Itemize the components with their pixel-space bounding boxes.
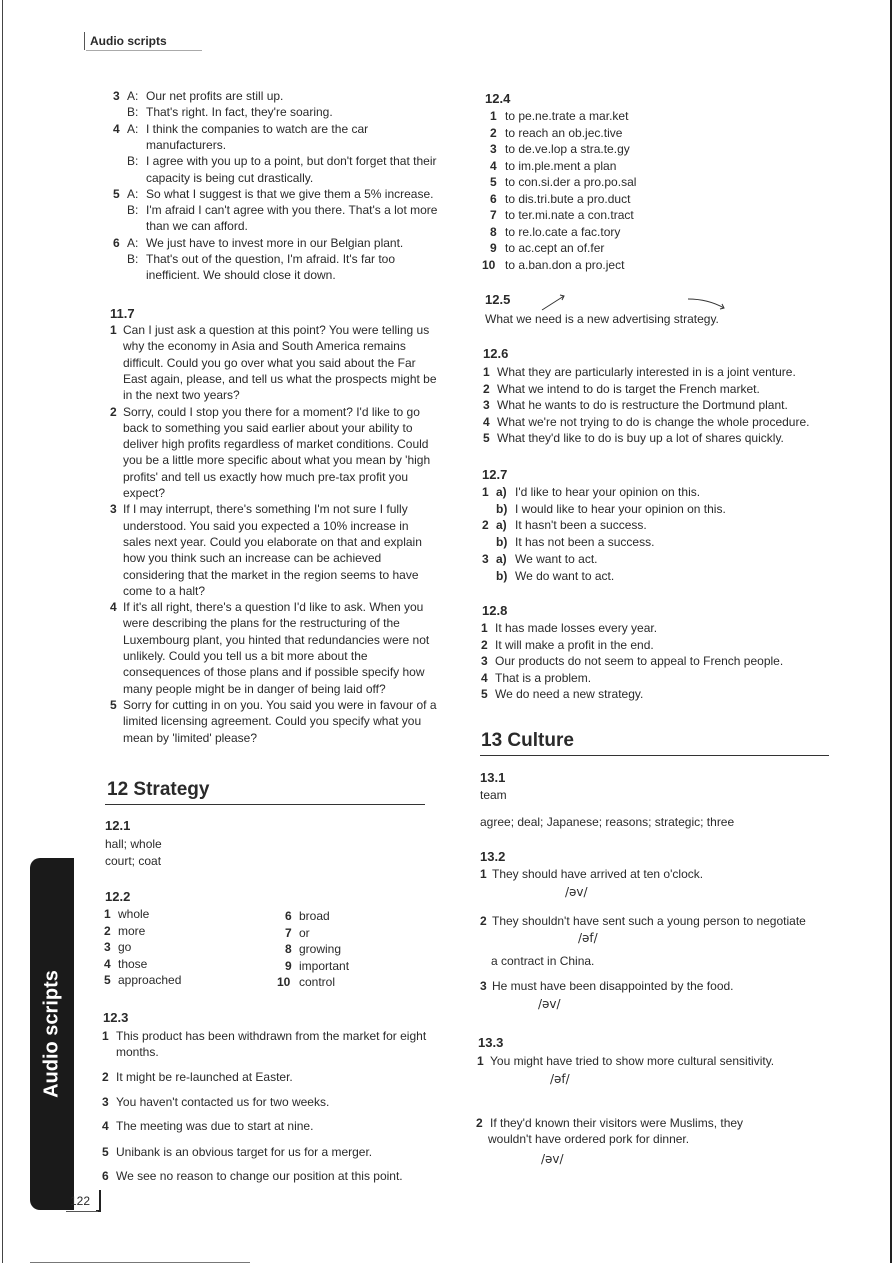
section-heading-12-1: 12.1	[105, 818, 131, 833]
item-number: 1	[102, 1029, 109, 1043]
list-item-text: What we intend to do is target the French market.	[497, 381, 760, 396]
speaker-label: B:	[127, 252, 139, 266]
list-item-text: unlikely. Could you tell us a bit more about the	[123, 649, 368, 663]
line-13-1-b: agree; deal; Japanese; reasons; strategic; three	[480, 815, 735, 829]
list-item-text: were describing the plans for the restructuring of the	[123, 616, 400, 631]
stress-item: to im.ple.ment a plan	[505, 158, 617, 173]
item-number: 2	[102, 1070, 109, 1084]
item-number: 1	[480, 867, 487, 881]
section-heading-12-4: 12.4	[485, 91, 511, 106]
dialogue-line: So what I suggest is that we give them a 5% increase.	[146, 186, 434, 201]
section-title-text: Strategy	[133, 779, 210, 800]
list-item-text: If I may interrupt, there's something I'm not sure I fully	[123, 502, 408, 517]
item-number: 2	[481, 637, 488, 652]
item-number: 1	[481, 621, 488, 635]
item-number: 6	[490, 191, 497, 206]
dialogue-line: I think the companies to watch are the car	[146, 121, 369, 136]
stress-item: to de.ve.lop a stra.te.gy	[505, 142, 630, 156]
list-item-text: Sorry for cutting in on you. You said you were in favour of a	[123, 697, 437, 712]
item-number: 3	[481, 654, 488, 669]
list-item-text: It hasn't been a success.	[515, 518, 647, 533]
dialogue-line: manufacturers.	[146, 137, 227, 152]
word-item: go	[118, 940, 132, 955]
list-item-text: I'd like to hear your opinion on this.	[515, 485, 701, 499]
word-item: broad	[299, 909, 330, 923]
item-number: 4	[102, 1119, 109, 1133]
item-number: 5	[110, 697, 117, 712]
list-item-text: you be a little more specific about what you mean by 'high	[123, 453, 431, 468]
section-heading-13-3: 13.3	[478, 1035, 504, 1050]
item-number: 1	[477, 1054, 484, 1068]
item-number: 9	[285, 958, 292, 973]
item-number: 1	[490, 109, 497, 123]
rising-arrow	[542, 296, 564, 310]
item-number: 1	[110, 323, 117, 337]
dialogue-line: That's right. In fact, they're soaring.	[146, 105, 333, 120]
item-number: 4	[113, 121, 120, 136]
list-item-text: If it's all right, there's a question I'd like to ask. When you	[123, 600, 424, 615]
list-item-text: come to a halt?	[123, 583, 206, 598]
word-item: those	[118, 956, 148, 971]
item-number: 3	[110, 502, 117, 517]
list-item-text: Sorry, could I stop you there for a moment? I'd like to go	[123, 404, 420, 419]
list-item-text: back to something you said earlier about your ability to	[123, 420, 413, 435]
side-tab-label: Audio scripts	[40, 970, 63, 1098]
speaker-label: B:	[127, 203, 139, 218]
line-12-1-b: court; coat	[105, 854, 162, 868]
stress-item: to con.si.der a pro.po.sal	[505, 175, 637, 189]
phonetic-transcription: /əv/	[541, 1152, 564, 1166]
running-header: Audio scripts	[90, 34, 167, 48]
stress-item: to reach an ob.jec.tive	[505, 125, 623, 140]
falling-arrow	[688, 299, 724, 308]
item-number: 5	[113, 186, 120, 201]
item-number: 9	[490, 241, 497, 255]
list-item-text: If they'd known their visitors were Muslims, they	[490, 1116, 744, 1130]
item-number: 8	[285, 942, 292, 957]
item-number: 4	[490, 158, 497, 173]
item-number: 4	[481, 670, 488, 685]
item-number: 6	[113, 235, 120, 250]
list-item-text: I would like to hear your opinion on this.	[515, 501, 726, 516]
list-item-text: It has made losses every year.	[495, 621, 658, 635]
line-12-5: What we need is a new advertising strategy.	[485, 312, 719, 326]
item-number: 5	[481, 687, 488, 702]
list-item-text: What we're not trying to do is change the whole procedure.	[497, 414, 810, 429]
item-number: 2	[490, 125, 497, 140]
item-number: 2	[476, 1116, 483, 1130]
sub-item-letter: a)	[496, 485, 507, 499]
list-item-text: We want to act.	[515, 551, 598, 566]
item-number: 7	[490, 208, 497, 222]
sub-item-letter: b)	[496, 535, 508, 550]
section-title-13	[481, 730, 574, 752]
item-number: 5	[104, 973, 111, 988]
list-item-text: deliver high profits regardless of market conditions. Could	[123, 437, 429, 452]
item-number: 5	[102, 1145, 109, 1159]
phonetic-transcription: /əv/	[565, 885, 588, 899]
dialogue-line: I agree with you up to a point, but don't forget that their	[146, 154, 437, 169]
item-number: 2	[482, 518, 489, 533]
list-item-text: It might be re-launched at Easter.	[116, 1070, 293, 1084]
list-item-text: difficult. Could you go over what you said about the Far	[123, 355, 416, 370]
section-title-text: Culture	[507, 730, 574, 751]
list-item-text: What he wants to do is restructure the Dortmund plant.	[497, 398, 788, 413]
word-item: growing	[299, 942, 342, 957]
item-number: 4	[110, 600, 117, 615]
list-item-text: in the next two years?	[123, 388, 240, 403]
section-title-12	[107, 779, 209, 801]
list-item-text: This product has been withdrawn from the market for eight	[116, 1029, 427, 1043]
dialogue-line: capacity is being cut drastically.	[146, 170, 314, 185]
list-item-text: He must have been disappointed by the food.	[492, 979, 734, 993]
list-item-text: East again, please, and tell us what the prospects might be	[123, 371, 437, 386]
section-heading-12-8: 12.8	[482, 603, 508, 618]
list-item-text: profits' and tell us exactly how much pre-tax profit you	[123, 469, 409, 484]
word-item: whole	[118, 907, 150, 921]
section-heading-13-2: 13.2	[480, 849, 506, 864]
list-item-text: They shouldn't have sent such a young person to negotiate	[492, 914, 806, 928]
section-heading-11-7: 11.7	[110, 306, 135, 321]
list-item-text: expect?	[123, 486, 166, 500]
item-number: 3	[483, 398, 490, 413]
list-item-text: how you think such an increase can be achieved	[123, 551, 382, 566]
item-number: 5	[490, 175, 497, 189]
word-item: or	[299, 925, 310, 940]
line-13-1-a: team	[480, 788, 507, 802]
list-item-text: That is a problem.	[495, 670, 592, 685]
item-number: 10	[277, 975, 291, 990]
list-item-text: Luxembourg plant, you hinted that redundancies were not	[123, 632, 430, 647]
item-number: 2	[110, 404, 117, 419]
phonetic-transcription: /əf/	[578, 931, 598, 945]
item-number: 3	[102, 1095, 109, 1109]
stress-item: to ter.mi.nate a con.tract	[505, 208, 634, 222]
item-number: 2	[104, 923, 111, 938]
section-heading-12-3: 12.3	[103, 1010, 129, 1025]
stress-item: to a.ban.don a pro.ject	[505, 257, 625, 272]
item-number: 4	[104, 956, 111, 971]
dialogue-line: We just have to invest more in our Belgian plant.	[146, 235, 404, 250]
list-item-text: Can I just ask a question at this point? You were telling us	[123, 323, 430, 337]
intonation-arrows	[530, 290, 730, 312]
list-item-text: considering that the market in the region seems to have	[123, 567, 419, 582]
stress-item: to pe.ne.trate a mar.ket	[505, 109, 629, 123]
side-tab	[30, 858, 74, 1210]
item-number: 3	[480, 979, 487, 993]
list-item-text: It has not been a success.	[515, 535, 655, 550]
list-item-continuation: a contract in China.	[491, 954, 595, 968]
list-item-text: why the economy in Asia and South America remains	[123, 339, 406, 354]
list-item-text: They should have arrived at ten o'clock.	[492, 867, 704, 881]
list-item-text: sales next year. Could you elaborate on that and explain	[123, 534, 422, 549]
list-item-continuation: wouldn't have ordered pork for dinner.	[488, 1132, 690, 1146]
speaker-label: A:	[127, 89, 139, 103]
item-number: 1	[483, 365, 490, 379]
list-item-text: mean by 'limited' please?	[123, 730, 257, 745]
section-number: 12	[107, 779, 129, 800]
phonetic-transcription: /əv/	[538, 997, 561, 1011]
list-item-text: months.	[116, 1045, 159, 1059]
speaker-label: B:	[127, 154, 139, 169]
stress-item: to ac.cept an of.fer	[505, 241, 605, 255]
section-heading-13-1: 13.1	[480, 770, 506, 785]
item-number: 2	[483, 381, 490, 396]
list-item-text: What they'd like to do is buy up a lot of shares quickly.	[497, 431, 784, 446]
section-rule-13	[480, 755, 829, 756]
speaker-label: B:	[127, 105, 139, 120]
sub-item-letter: b)	[496, 501, 508, 516]
page-number-rule	[66, 1211, 98, 1212]
phonetic-transcription: /əf/	[550, 1072, 570, 1086]
item-number: 2	[480, 914, 487, 928]
page-number-bracket	[96, 1190, 101, 1212]
word-item: important	[299, 958, 350, 973]
list-item-text: We see no reason to change our position at this point.	[116, 1169, 403, 1183]
item-number: 4	[483, 414, 490, 429]
speaker-label: A:	[127, 186, 139, 201]
list-item-text: You might have tried to show more cultural sensitivity.	[490, 1054, 775, 1068]
right-margin-line	[890, 0, 892, 1263]
speaker-label: A:	[127, 235, 139, 250]
item-number: 1	[104, 907, 111, 921]
list-item-text: We do need a new strategy.	[495, 687, 644, 702]
page-number: 122	[70, 1194, 91, 1208]
section-heading-12-6: 12.6	[483, 346, 509, 361]
dialogue-line: Our net profits are still up.	[146, 89, 284, 103]
list-item-text: understood. You said you expected a 10% increase in	[123, 518, 409, 533]
section-number: 13	[481, 730, 503, 751]
line-12-1-a: hall; whole	[105, 837, 162, 851]
item-number: 3	[113, 89, 120, 103]
sub-item-letter: a)	[496, 551, 507, 566]
dialogue-line: inefficient. We should close it down.	[146, 268, 336, 283]
list-item-text: limited licensing agreement. Could you specify what you	[123, 714, 422, 729]
list-item-text: many people might be in danger of being laid off?	[123, 681, 386, 696]
header-bar-mark	[84, 32, 85, 50]
item-number: 3	[104, 940, 111, 955]
list-item-text: Our products do not seem to appeal to French people.	[495, 654, 784, 669]
dialogue-line: I'm afraid I can't agree with you there. That's a lot more	[146, 203, 438, 218]
word-item: approached	[118, 973, 182, 988]
left-margin-line	[2, 0, 3, 1263]
item-number: 1	[482, 485, 489, 499]
header-rule	[86, 50, 202, 51]
list-item-text: consequences of those plans and if possible specify how	[123, 665, 425, 680]
list-item-text: Unibank is an obvious target for us for a merger.	[116, 1145, 373, 1159]
item-number: 3	[490, 142, 497, 156]
list-item-text: The meeting was due to start at nine.	[116, 1119, 314, 1133]
item-number: 3	[482, 551, 489, 566]
sub-item-letter: a)	[496, 518, 507, 533]
item-number: 5	[483, 431, 490, 446]
word-item: more	[118, 923, 146, 938]
speaker-label: A:	[127, 121, 139, 136]
item-number: 8	[490, 224, 497, 239]
dialogue-line: That's out of the question, I'm afraid. It's far too	[146, 252, 395, 266]
section-heading-12-5: 12.5	[485, 292, 511, 307]
word-item: control	[299, 975, 336, 990]
list-item-text: What they are particularly interested in is a joint venture.	[497, 365, 796, 379]
dialogue-line: than we can afford.	[146, 219, 248, 234]
item-number: 7	[285, 925, 292, 940]
list-item-text: It will make a profit in the end.	[495, 637, 654, 652]
sub-item-letter: b)	[496, 568, 508, 583]
section-heading-12-7: 12.7	[482, 467, 508, 482]
list-item-text: You haven't contacted us for two weeks.	[116, 1095, 330, 1109]
item-number: 10	[482, 257, 496, 272]
item-number: 6	[102, 1169, 109, 1183]
section-rule-12	[105, 804, 425, 805]
stress-item: to dis.tri.bute a pro.duct	[505, 191, 631, 206]
section-heading-12-2: 12.2	[105, 889, 131, 904]
item-number: 6	[285, 909, 292, 923]
stress-item: to re.lo.cate a fac.tory	[505, 224, 621, 239]
list-item-text: We do want to act.	[515, 568, 615, 583]
